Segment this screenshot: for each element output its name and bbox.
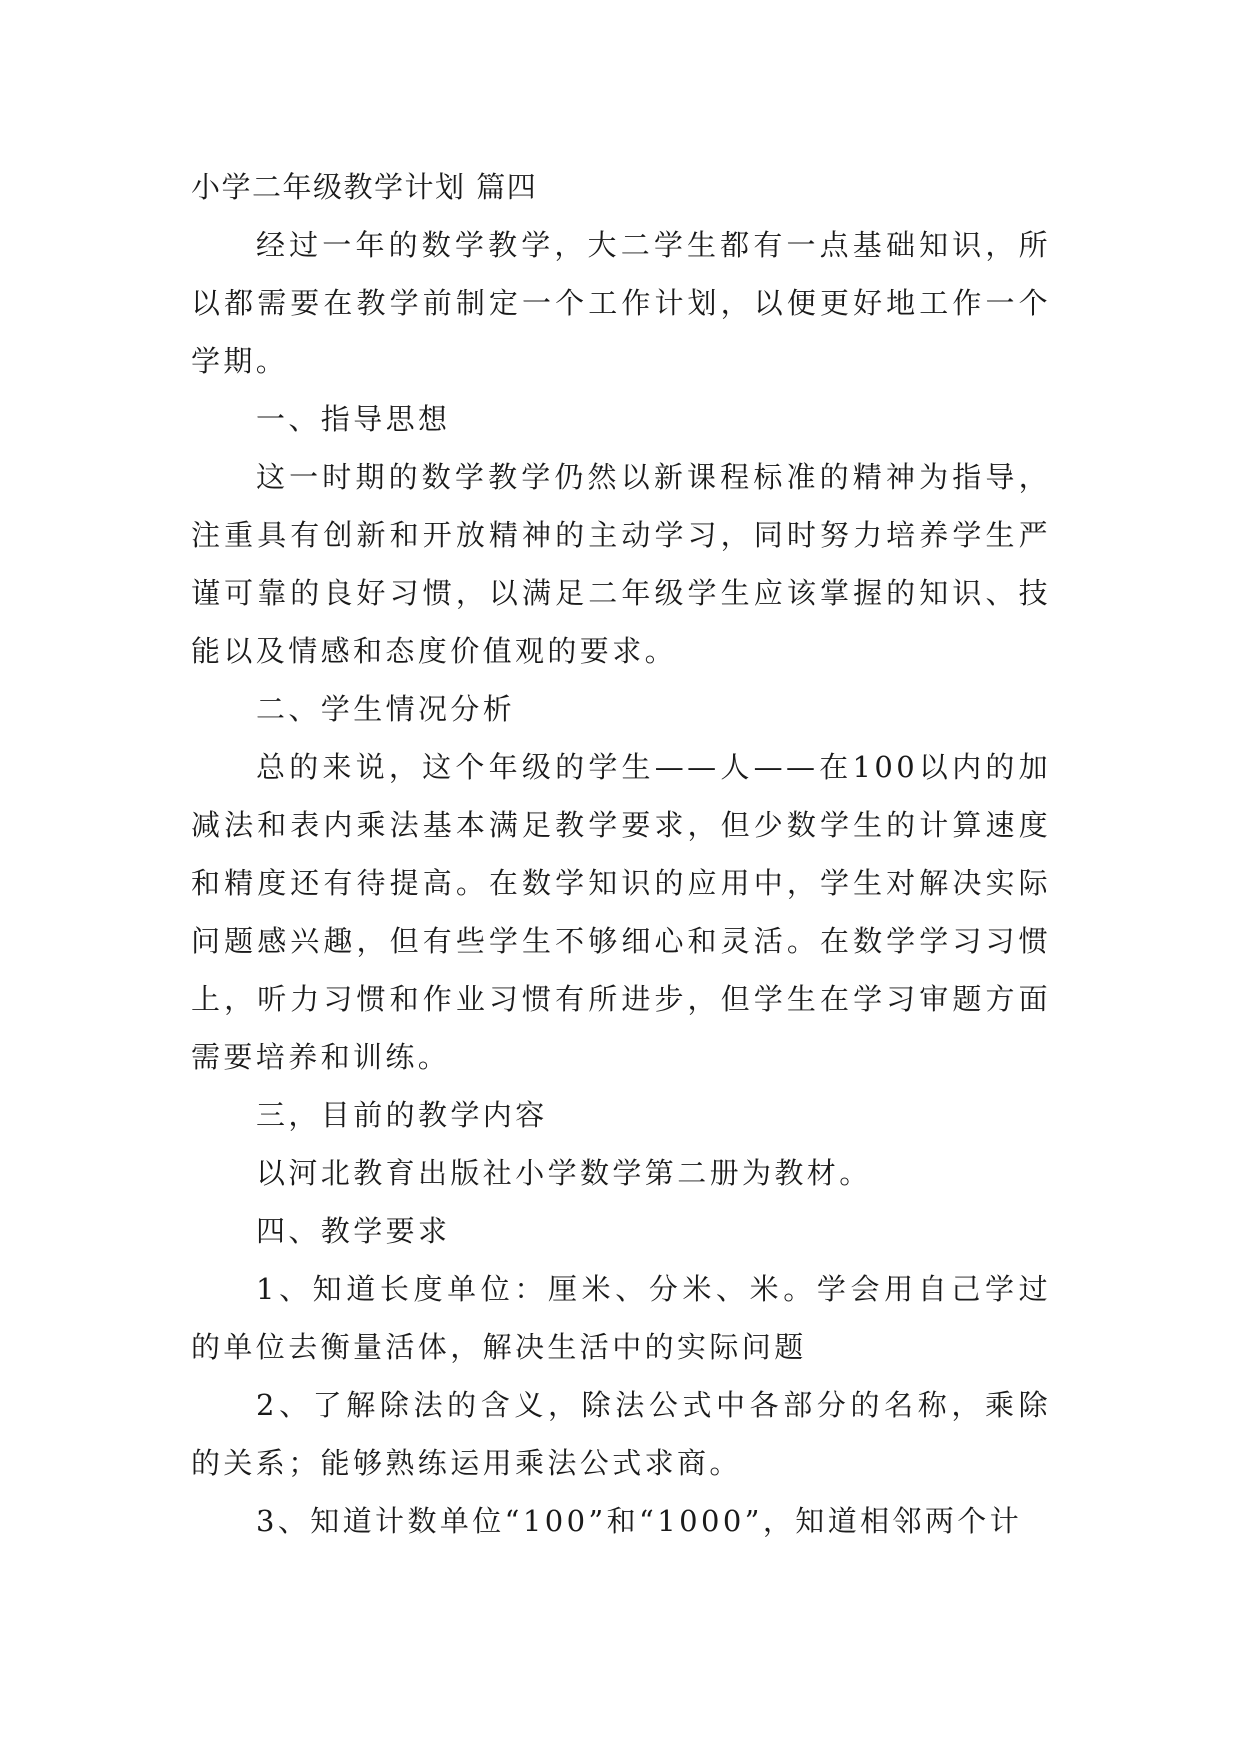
section-heading-guiding-thought: 一、指导思想 — [256, 402, 451, 436]
paragraph-teaching-content: 以河北教育出版社小学数学第二册为教材。 — [256, 1156, 872, 1190]
paragraph-intro: 经过一年的数学教学，大二学生都有一点基础知识，所以都需要在教学前制定一个工作计划，以便更好地工作一个学期。 — [191, 228, 1051, 378]
requirement-item-3: 3、知道计数单位“100”和“1000”，知道相邻两个计 — [256, 1504, 1023, 1538]
requirement-item-1: 1、知道长度单位：厘米、分米、米。学会用自己学过的单位去衡量活体，解决生活中的实际问题 — [191, 1272, 1051, 1364]
section-heading-student-analysis: 二、学生情况分析 — [256, 692, 516, 726]
paragraph-guiding-thought: 这一时期的数学教学仍然以新课程标准的精神为指导，注重具有创新和开放精神的主动学习，同时努力培养学生严谨可靠的良好习惯，以满足二年级学生应该掌握的知识、技能以及情感和态度价值观的要求。 — [191, 460, 1051, 668]
section-heading-teaching-requirements: 四、教学要求 — [256, 1214, 451, 1248]
document-body — [191, 158, 1051, 1550]
requirement-item-2: 2、了解除法的含义，除法公式中各部分的名称，乘除的关系；能够熟练运用乘法公式求商。 — [191, 1388, 1051, 1480]
document-title: 小学二年级教学计划 篇四 — [191, 170, 538, 204]
section-heading-teaching-content: 三，目前的教学内容 — [256, 1098, 548, 1132]
paragraph-student-analysis: 总的来说，这个年级的学生——人——在100以内的加减法和表内乘法基本满足教学要求，但少数学生的计算速度和精度还有待提高。在数学知识的应用中，学生对解决实际问题感兴趣，但有些学生不够细心和灵活。在数学学习习惯上，听力习惯和作业习惯有所进步，但学生在学习审题方面需要培养和训练。 — [191, 750, 1051, 1074]
